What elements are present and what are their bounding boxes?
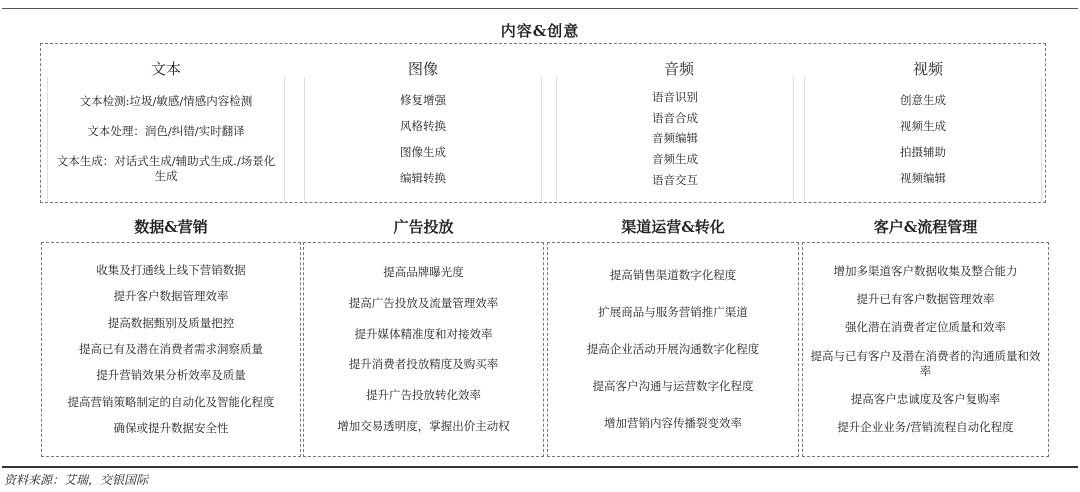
column-title-audio: 音频 [663, 60, 694, 78]
category-item: 提高企业活动开展沟通数字化程度 [586, 342, 760, 356]
column-title-text: 文本 [150, 60, 181, 78]
category-item: 确保或提升数据安全性 [113, 421, 229, 436]
category-title-channel-conversion: 渠道运营&转化 [621, 218, 725, 236]
category-item: 提高已有及潜在消费者需求洞察质量 [79, 341, 263, 356]
column-item: 语音识别 [652, 89, 698, 104]
category-item: 扩展商品与服务营销推广渠道 [598, 305, 748, 319]
column-title-image: 图像 [407, 60, 438, 78]
column-item: 文本生成：对话式生成/辅助式生成./场景化生成 [56, 153, 276, 183]
column-image-box [304, 77, 542, 201]
category-channel-conversion-box [547, 242, 799, 457]
column-title-video: 视频 [912, 60, 943, 78]
column-item: 音频生成 [652, 152, 698, 167]
category-ad-placement-box [303, 242, 544, 457]
column-item: 风格转换 [400, 118, 446, 133]
source-note: 资料来源：艾瑞，交银国际 [4, 473, 149, 487]
column-item: 语音交互 [652, 173, 698, 188]
category-item: 提高品牌曝光度 [383, 264, 464, 279]
top-rule [2, 8, 1078, 9]
category-item: 提高营销策略制定的自动化及智能化程度 [67, 394, 275, 409]
category-item: 提高与已有客户及潜在消费者的沟通质量和效率 [810, 348, 1041, 378]
category-item: 提升媒体精准度和对接效率 [354, 326, 493, 341]
bottom-rule [2, 466, 1078, 468]
column-item: 语音合成 [652, 110, 698, 125]
category-item: 增加多渠道客户数据收集及整合能力 [833, 263, 1018, 278]
category-item: 提升消费者投放精度及购买率 [348, 357, 499, 372]
category-title-customer-process: 客户&流程管理 [873, 218, 978, 236]
column-item: 文本处理：润色/纠错/实时翻译 [87, 123, 245, 138]
category-item: 强化潜在消费者定位质量和效率 [845, 320, 1006, 335]
column-item: 编辑转换 [400, 170, 446, 185]
column-item: 图像生成 [400, 144, 446, 159]
column-item: 视频生成 [900, 118, 946, 133]
category-item: 提升广告投放转化效率 [366, 388, 481, 403]
category-item: 提高数据甄别及质量把控 [107, 315, 235, 330]
category-item: 提升企业业务/营销流程自动化程度 [837, 420, 1014, 435]
category-customer-process-box [802, 242, 1049, 457]
column-video-box [804, 77, 1042, 201]
category-data-marketing-box [41, 242, 301, 457]
column-item: 修复增强 [400, 92, 446, 107]
category-item: 提高客户忠诚度及客户复购率 [850, 391, 1001, 406]
category-item: 提高销售渠道数字化程度 [609, 268, 737, 282]
column-item: 创意生成 [900, 92, 946, 107]
category-item: 增加营销内容传播裂变效率 [604, 416, 742, 430]
category-item: 收集及打通线上线下营销数据 [96, 262, 246, 277]
category-item: 提升已有客户数据管理效率 [856, 291, 995, 306]
category-item: 提升客户数据管理效率 [113, 289, 229, 304]
category-item: 提升营销效果分析效率及质量 [96, 368, 246, 383]
column-item: 拍摄辅助 [900, 144, 946, 159]
column-item: 文本检测:垃圾/敏感/情感内容检测 [79, 94, 253, 109]
category-item: 提高客户沟通与运营数字化程度 [592, 379, 754, 393]
category-item: 增加交易透明度，掌握出价主动权 [337, 419, 510, 434]
column-item: 视频编辑 [900, 170, 946, 185]
category-item: 提高广告投放及流量管理效率 [348, 295, 499, 310]
column-audio-box [556, 77, 794, 201]
category-title-ad-placement: 广告投放 [393, 218, 454, 236]
main-title: 内容&创意 [500, 22, 580, 40]
category-title-data-marketing: 数据&营销 [134, 218, 208, 236]
column-text-box [47, 77, 285, 201]
column-item: 音频编辑 [652, 131, 698, 146]
